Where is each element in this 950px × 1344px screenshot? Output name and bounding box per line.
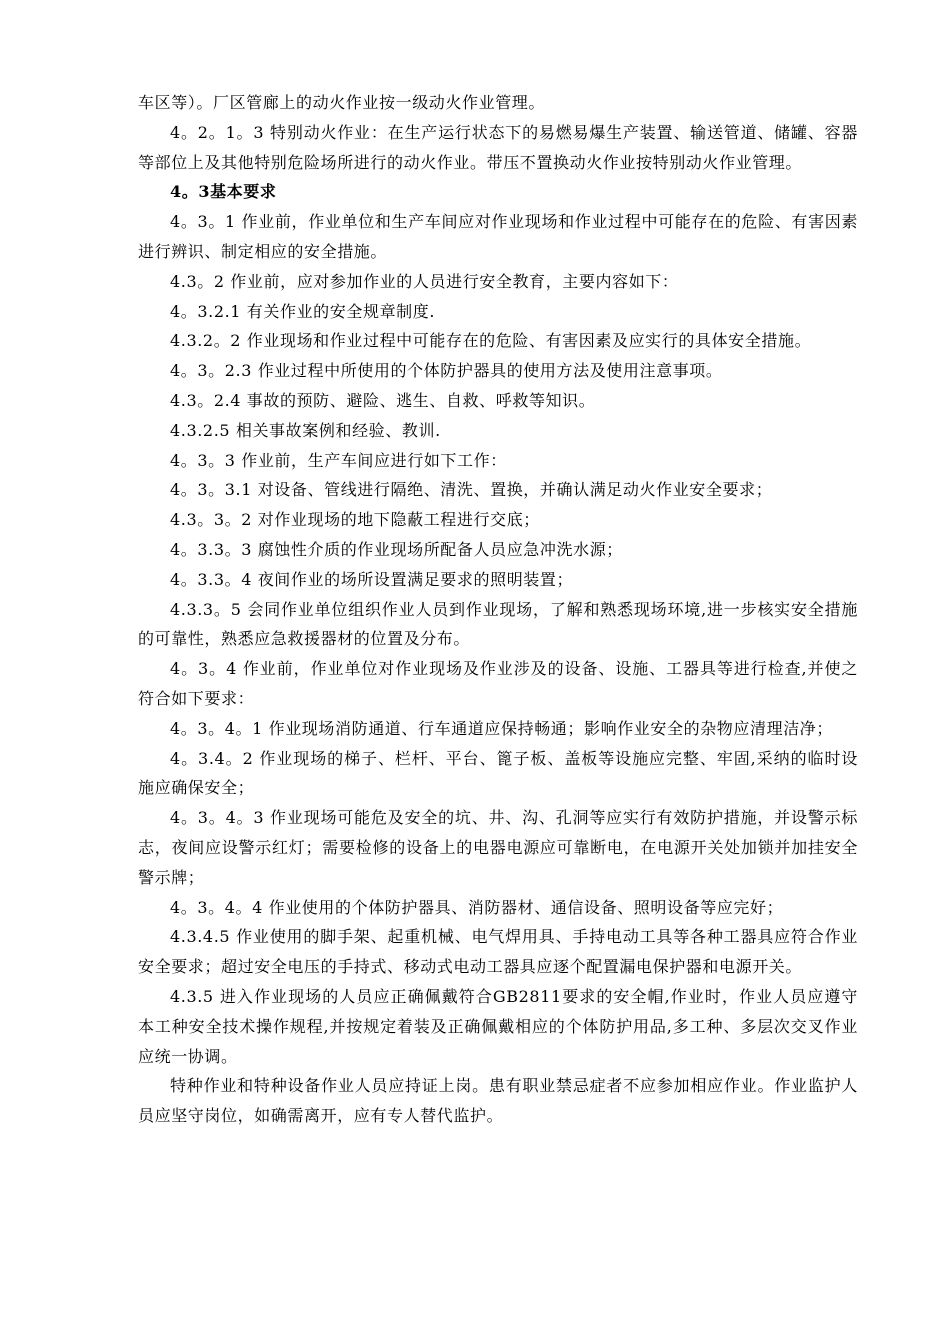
paragraph: 车区等）。厂区管廊上的动火作业按一级动火作业管理。 (138, 93, 546, 112)
paragraph: 4.3。2.4 事故的预防、避险、逃生、自救、呼救等知识。 (170, 390, 596, 410)
paragraph: 4。3。4 作业前，作业单位对作业现场及作业涉及的设备、设施、工器具等进行检查,并使之符合如下要求： (138, 659, 858, 708)
paragraph: 4。3.2.1 有关作业的安全规章制度. (170, 301, 436, 321)
paragraph: 4。3。2.3 作业过程中所使用的个体防护器具的使用方法及使用注意事项。 (170, 361, 723, 381)
paragraph: 4.3.2.5 相关事故案例和经验、教训. (170, 420, 441, 440)
paragraph: 4.3.2。2 作业现场和作业过程中可能存在的危险、有害因素及应实行的具体安全措施。 (170, 331, 812, 351)
paragraph: 4.3。3。2 对作业现场的地下隐蔽工程进行交底； (170, 510, 540, 530)
paragraph: 4.3。2 作业前，应对参加作业的人员进行安全教育，主要内容如下： (170, 271, 679, 291)
paragraph: 4。3。3 作业前，生产车间应进行如下工作： (170, 450, 507, 470)
paragraph: 4。3.3。3 腐蚀性介质的作业现场所配备人员应急冲洗水源； (170, 539, 623, 559)
paragraph: 4。3。4。4 作业使用的个体防护器具、消防器材、通信设备、照明设备等应完好； (170, 897, 784, 917)
paragraph: 4。3。4。1 作业现场消防通道、行车通道应保持畅通；影响作业安全的杂物应清理洁净； (170, 718, 834, 738)
paragraph: 4。3。4。3 作业现场可能危及安全的坑、井、沟、孔洞等应实行有效防护措施，并设警示标志，夜间应设警示红灯；需要检修的设备上的电器电源应可靠断电，在电源开关处加锁并加挂安全警示牌； (138, 808, 858, 887)
paragraph: 4。3.3。4 夜间作业的场所设置满足要求的照明装置； (170, 569, 574, 589)
paragraph: 4。3.4。2 作业现场的梯子、栏杆、平台、篦子板、盖板等设施应完整、牢固,采纳的临时设施应确保安全； (138, 748, 858, 798)
paragraph: 4.3.3。5 会同作业单位组织作业人员到作业现场，了解和熟悉现场环境,进一步核实安全措施的可靠性，熟悉应急救援器材的位置及分布。 (138, 599, 858, 649)
paragraph: 4.3.5 进入作业现场的人员应正确佩戴符合GB2811要求的安全帽,作业时，作业人员应遵守本工种安全技术操作规程,并按规定着装及正确佩戴相应的个体防护用品,多工种、多层次交叉作业应统一协调。 (138, 986, 858, 1066)
section-heading: 4。3基本要求 (170, 182, 277, 202)
paragraph: 4。3。1 作业前，作业单位和生产车间应对作业现场和作业过程中可能存在的危险、有害因素进行辨识、制定相应的安全措施。 (138, 212, 858, 261)
paragraph: 4。3。3.1 对设备、管线进行隔绝、清洗、置换，并确认满足动火作业安全要求； (170, 480, 773, 500)
paragraph: 4。2。1。3 特别动火作业：在生产运行状态下的易燃易爆生产装置、输送管道、储罐、容器等部位上及其他特别危险场所进行的动火作业。带压不置换动火作业按特别动火作业管理。 (138, 122, 858, 172)
paragraph: 4.3.4.5 作业使用的脚手架、起重机械、电气焊用具、手持电动工具等各种工器具应符合作业安全要求；超过安全电压的手持式、移动式电动工器具应逐个配置漏电保护器和电源开关。 (138, 927, 858, 977)
document-body (138, 88, 858, 1131)
paragraph: 特种作业和特种设备作业人员应持证上岗。患有职业禁忌症者不应参加相应作业。作业监护人员应坚守岗位，如确需离开，应有专人替代监护。 (138, 1076, 858, 1126)
